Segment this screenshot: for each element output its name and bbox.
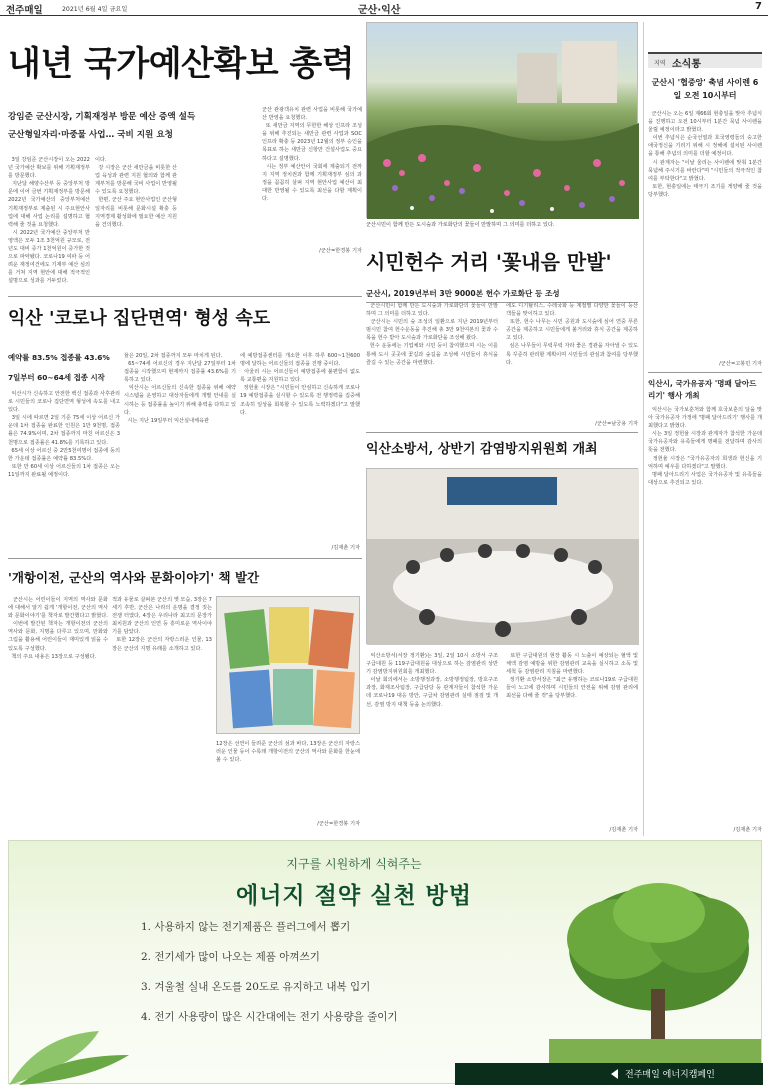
article1-subtitle2: 군산형일자리·마중물 사업… 국비 지원 요청 <box>8 130 173 140</box>
banner-kicker: 지구를 시원하게 식혀주는 <box>286 857 422 871</box>
sidebar-item2-body: 익산시는 국가보훈처와 함께 호국보훈의 달을 맞아 국가유공자 가정에 '명패 달아드리기' 행사를 개최했다고 밝혔다. 시는 3일 정헌율 시장과 관계자가 참석한 가운데 국가유공자와 유족들에게 명패를 전달하며 감사의 뜻을 전했다. 정헌율 시장은 "국가유공자의 희생과 헌신을 기억하며 예우를 다하겠다"고 말했다. 명패 달아드리기 사업은 국가유공자 및 유족들을 대상으로 추진되고 있다. <box>648 407 762 486</box>
banner-title: 에너지 절약 실천 방법 <box>236 883 472 909</box>
article1-byline: /군산=한경봉 기자 <box>319 248 362 254</box>
section-name: 군산·익산 <box>358 5 401 16</box>
meeting-photo <box>366 468 638 644</box>
energy-campaign-banner <box>8 840 762 1084</box>
banner-tip-1: 1. 사용하지 않는 전기제품은 플러그에서 뽑기 <box>141 921 351 933</box>
banner-tip-4: 4. 전기 사용량이 많은 시간대에는 전기 사용량을 줄이기 <box>141 1011 398 1023</box>
arrow-left-icon <box>611 1069 618 1079</box>
sidebar-item2-byline: /김재춘 기자 <box>733 827 762 833</box>
article4-col2: 적과 유물로 살펴본 군산의 옛 모습, 3장은 7세기 후반, 군산은 나라의 운명을 결정 짓는 전쟁 터였다, 4장은 우리나라 최고의 문장가 최치원과 군산의 인연 등 흥미로운 역사이야기를 담았다. 또한 12장은 군산의 자랑스러운 인물, 13장은 군산의 지명 유래를 소개하고 있다. <box>112 597 212 652</box>
book-covers-photo <box>216 596 360 734</box>
article3-col2: 율은 20일, 2차 접종까지 모두 마치게 된다. 65~74세 어르신의 경우 지난달 27일부터 1차 접종을 시작했으며 현재까지 접종률 43.6%를 기록하고 있다. 익산시는 어르신들의 신속한 접종을 위해 예약 시스템을 운영하고 대상자들에게 개별 안내를 실시하는 등 접종률을 높이기 위해 총력을 다하고 있다. 시는 지난 19일부터 익산실내체육관 <box>124 353 236 424</box>
article4-col1: 군산시는 어린이들이 지역의 역사와 문화에 대해서 알기 쉽게 '개항이전, 군산의 역사와 문화이야기'를 책자로 발간했다고 밝혔다. 이번에 발간된 책자는 개항이전의 군산의 역사와 문화, 지명을 다루고 있으며, 만화와 그림을 활용해 어린이들이 재미있게 읽을 수 있도록 구성했다. 책의 주요 내용은 13장으로 구성됐다. <box>8 597 108 660</box>
article3-subtitle1: 예약률 83.5% 접종률 43.6% <box>8 353 110 362</box>
article5-byline: /김재춘 기자 <box>609 827 638 833</box>
article2-photo-caption: 군산시민이 함께 만든 도시숲과 가로화단의 꽃들이 만발하며 그 의미를 더하고 있다. <box>366 222 555 228</box>
meeting-room-illustration <box>367 469 639 645</box>
divider <box>648 372 762 373</box>
sidebar-header <box>648 52 762 68</box>
flower-street-illustration <box>367 23 639 219</box>
article1-title: 내년 국가예산확보 총력 <box>8 44 355 84</box>
article2-col2: 에도 디기탈리스, 수레국화 등 계절별 다양한 꽃들이 등산객들을 맞이하고 있다. 또한, 헌수 나무는 시민 공원과 도시숲에 심어 연중 푸른 공간을 제공하고 시민들에게 볼거리와 휴식 공간을 제공하고 있다. 심은 나무들이 무럭무럭 자라 좋은 경관을 자아낼 수 있도록 꾸준히 관리할 계획이며 시민들의 관심과 참여를 당부했다. <box>506 303 638 366</box>
sidebar-label: 지역 <box>654 60 666 67</box>
article1-col3: 군산 관광객유치 관련 사업을 비롯해 국가예산 반영을 요청했다. 또 새만금 지역의 무한한 해상 인프라 조성을 위해 추진되는 새만금 관련 사업과 SOC 인프라 확충 등 2023년 12월의 정부 승인을 목표로 하는 새만금 신항만 건설사업도 중요하다고 설명했다. 시는 정부 예산안이 국회에 제출되기 전까지 지역 정치권과 함께 기획재정부 심의 과정을 꼼꼼히 살펴 지역 현안사업 예산이 최대한 반영될 수 있도록 최선을 다할 계획이다. <box>262 107 362 203</box>
article4-title: '개항이전, 군산의 역사와 문화이야기' 책 발간 <box>8 570 260 585</box>
newspaper-logo: 전주매일 <box>6 5 43 16</box>
article4-col3: 12장은 선연이 들려준 군산의 섬과 바다, 13장은 군산의 자랑스러운 인물 등이 수록돼 개항이전의 군산의 역사와 문화를 한눈에 볼 수 있다. <box>216 741 362 764</box>
article2-subtitle: 군산시, 2019년부터 3만 9000본 헌수 가로화단 등 조성 <box>366 288 638 303</box>
article5-title: 익산소방서, 상반기 감염방지위원회 개최 <box>366 442 598 457</box>
article2-title: 시민헌수 거리 '꽃내음 만발' <box>366 250 612 274</box>
article2-col1: 군산시민이 함께 만든 도시숲과 가로화단의 꽃들이 만발하며 그 의미를 더하고 있다. 군산시는 시민의 숲 조성의 일환으로 지난 2019년부터 범시민 참여 헌수운동을 추진해 총 3만 9천여본의 꽃과 수목을 헌수 받아 도시숲과 가로화단을 조성해 왔다. 헌수 운동에는 기업체와 시민 등이 참여했으며 시는 이를 통해 도시 곳곳에 꽃길과 숲길을 조성해 시민들이 휴식을 즐길 수 있는 공간을 마련했다. <box>366 303 498 366</box>
article3-col3: 에 예방접종센터를 개소한 이후 하루 600~1천600명에 달하는 어르신들의 접종을 진행 중이다. 아울러 시는 어르신들이 예방접종에 불편함이 없도록 교통편을 지원하고 있다. 정헌율 시장은 "시민들이 안심하고 신속하게 코로나19 예방접종을 실시할 수 있도록 전 행정력을 집중해 조속히 일상을 회복할 수 있도록 노력하겠다"고 말했다. <box>240 353 360 416</box>
banner-tip-3: 3. 겨울철 실내 온도를 20도로 유지하고 내복 입기 <box>141 981 371 993</box>
leaf-decoration <box>9 1025 139 1085</box>
page-header <box>0 0 768 16</box>
article3-title: 익산 '코로나 집단면역' 형성 속도 <box>8 308 271 329</box>
campaign-name: 전주매일 에너지캠페인 <box>625 1070 715 1080</box>
sidebar-item1-title: 군산시 '협중앙' 축념 사이렌 6일 오전 10시부터 <box>651 78 759 100</box>
article1-col2: 이다. 강 시장은 군산 새만금을 비롯한 산업 육성과 관련 지원 협의와 함께 관계부처를 방문해 국비 사업이 반영될 수 있도록 요청했다. 한편, 군산 주요 현안사업인 군산형 일자리를 비롯해 문화시설 확충 등 지역경제 활성화에 필요한 예산 지원을 건의했다. <box>95 157 177 228</box>
divider <box>366 432 638 433</box>
divider <box>8 558 362 559</box>
books-illustration <box>217 597 361 735</box>
article3-byline: /김재춘 기자 <box>331 545 360 551</box>
sidebar-item1-byline: /군산=고봉민 기자 <box>719 361 762 367</box>
campaign-footer <box>455 1063 763 1085</box>
sidebar-item2-title: 익산시, 국가유공자 '명패 달아드리기' 행사 개최 <box>648 379 757 400</box>
issue-date: 2021년 6월 4일 금요일 <box>62 6 128 13</box>
article5-col2: 또한 구급대원의 현장 활동 시 노출이 예상되는 혈액 및 체액 감염 예방을 위한 감염관리 교육을 실시하고 소독 및 세척 등 감염관리 지침을 마련했다. 정기환 소방서장은 "최근 유행하는 코로나19로 구급대원들이 노고에 감사하며 시민들의 안전을 위해 감염 관리에 최선을 다해 줄 것"을 당부했다. <box>506 653 638 700</box>
tree-illustration <box>549 879 761 1069</box>
article4-byline: /군산=한경봉 기자 <box>317 821 360 827</box>
sidebar-title: 소식통 <box>672 59 701 70</box>
sidebar-item1-body: 군산시는 오는 6일 제66회 현충일을 맞아 추념식을 진행하고 오전 10시부터 1분간 묵념 사이렌을 울릴 예정이라고 밝혔다. 이번 추념식은 순국선열과 호국영령들의 숭고한 애국정신을 기리기 위해 시 정해에 설치된 사이렌을 통해 추념의 의미를 더할 예정이다. 시 관계자는 "이날 울리는 사이렌에 맞춰 1분간 묵념해 주시기를 바란다"며 "시민들의 적극적인 참여를 부탁한다"고 밝혔다. 또한, 현충일에는 태극기 조기를 게양해 줄 것을 당부했다. <box>648 111 762 198</box>
page-number: 7 <box>755 1 762 12</box>
article1-subtitle1: 강임준 군산시장, 기획재정부 방문 예산 증액 설득 <box>8 112 196 122</box>
article3-subtitle2: 7일부터 60~64세 접종 시작 <box>8 373 105 382</box>
column-divider <box>643 22 644 836</box>
article3-col1: 익산시가 신속하고 안전한 백신 접종과 사후관리로 시민들의 코로나 집단면역 형성에 속도를 내고 있다. 3일 시에 따르면 2일 기준 75세 이상 어르신 가운데 1차 접종을 완료한 인원은 1만 9천명, 접종률은 74.9%이며, 2차 접종까지 마친 어르신은 3천명으로 접종률은 41.8%를 기록하고 있다. 65세 이상 어르신 중 2만5천여명이 접종에 동의한 가운데 접종률은 예약률 83.5%다. 또한 만 60세 이상 어르신들의 1차 접종은 오는 11일까지 완료될 예정이다. <box>8 391 120 478</box>
flower-street-photo <box>366 22 638 218</box>
article2-byline: /군산=남궁용 기자 <box>595 421 638 427</box>
article5-col1: 익산소방서(서장 정기환)는 3일, 2일 10시 소방서 구조구급대원 등 119구급대원을 대상으로 하는 감염관리 상반기 감염방지위원회를 개최했다. 이날 회의에서는 소방행정과장, 소방행정팀장, 방호구조과장, 화재조사팀장, 구급담당 등 관계자들이 참석한 가운데 코로나19 대응 방안, 구급차 감염관리 실태 점검 및 개선, 감염 방지 대책 등을 논의했다. <box>366 653 498 708</box>
divider <box>8 296 362 297</box>
banner-tip-2: 2. 전기세가 많이 나오는 제품 아껴쓰기 <box>141 951 320 963</box>
article1-col1: 3일 강임준 군산시장이 오는 2022년 국가예산 확보를 위해 기획재정부를 방문했다. 지난달 해양수산부 등 중앙부처 방문에 이어 금번 기획재정부를 방문해 2022년 국가예산의 중앙부처예산 기획재정부로 제출된 시 주요현안사업에 대해 사업 논리를 설명하고 협력해 줄 것을 요청했다. 시 2022년 국가예산 중앙부처 반영액은 모두 1조 3천억원 규모로, 전년도 대비 증가 1천억원이 증가한 것으로 파악됐다. 코로나19 여파 등 어려운 재정여건에도 기재부 예산 심의를 거쳐 지역 현안에 대해 적극적인 설명으로 성과를 거두었다. <box>8 157 90 285</box>
